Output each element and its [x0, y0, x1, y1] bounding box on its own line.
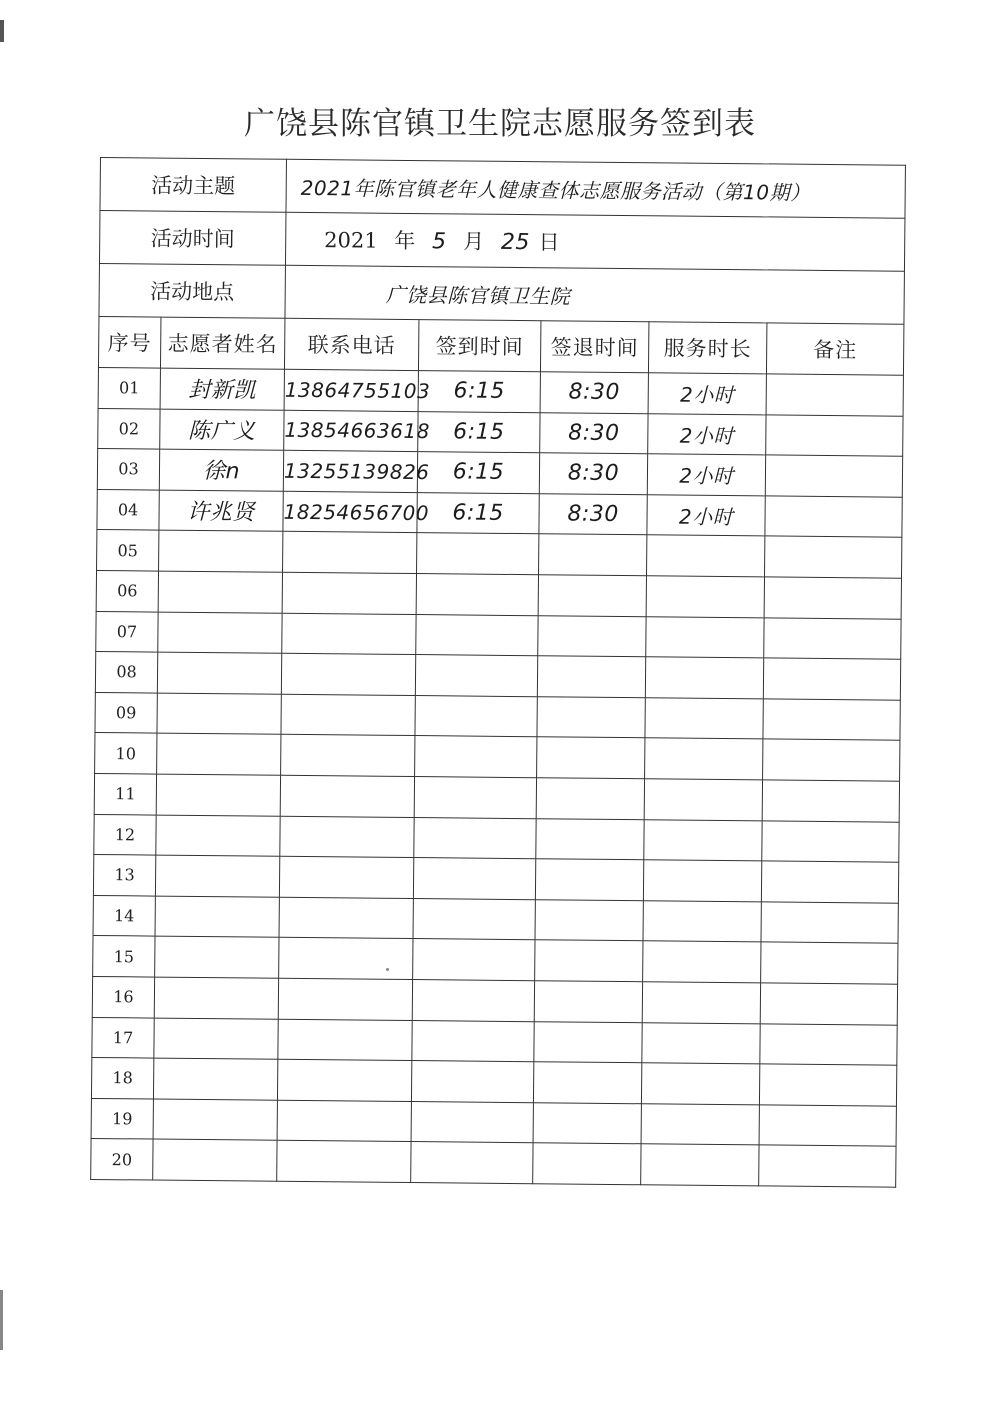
- row-number-text: 03: [118, 459, 139, 479]
- cell-service-duration: [641, 1063, 759, 1105]
- cell-checkout-time: [540, 372, 648, 414]
- cell-row-number: [93, 936, 155, 977]
- cell-checkout-time: [536, 818, 644, 860]
- cell-volunteer-name: [156, 815, 280, 857]
- cell-checkout-time: [540, 412, 648, 454]
- phone-number-text: 13255139826: [283, 458, 430, 485]
- cell-checkout-time: [535, 940, 643, 982]
- cell-checkin-time: [416, 614, 538, 656]
- cell-row-number: [95, 733, 157, 774]
- service-duration-text: 2小时: [678, 504, 734, 530]
- cell-volunteer-name: [157, 693, 281, 735]
- cell-phone-number: [281, 735, 415, 777]
- cell-service-duration: [642, 982, 760, 1024]
- cell-row-number: [91, 1098, 153, 1139]
- cell-service-duration: [647, 495, 765, 537]
- row-number-text: 09: [115, 703, 137, 723]
- row-number-text: 11: [115, 784, 136, 804]
- phone-number-text: 13854663618: [284, 418, 430, 444]
- cell-checkout-time: [537, 656, 645, 698]
- cell-checkin-time: [413, 939, 535, 981]
- cell-phone-number: [277, 1141, 411, 1183]
- cell-note: [763, 739, 900, 781]
- cell-service-duration: [644, 819, 762, 861]
- checkin-time-text: 6:15: [453, 419, 505, 445]
- row-number-text: 18: [112, 1068, 133, 1088]
- cell-phone-number: [279, 938, 413, 980]
- col-header-checkout: 签退时间: [540, 321, 648, 373]
- cell-phone-number: [281, 694, 415, 736]
- cell-note: [766, 374, 903, 416]
- info-row-time: [99, 211, 904, 272]
- cell-service-duration: [643, 900, 761, 942]
- cell-phone-number: [277, 1100, 411, 1142]
- row-number-text: 15: [113, 946, 135, 966]
- cell-note: [764, 617, 901, 659]
- cell-row-number: [95, 652, 157, 693]
- page-title: 广饶县陈官镇卫生院志愿服务签到表: [244, 106, 756, 142]
- cell-note: [763, 658, 900, 700]
- cell-row-number: [98, 367, 160, 408]
- service-duration-text: 2小时: [679, 464, 734, 489]
- cell-row-number: [93, 895, 155, 936]
- cell-note: [762, 780, 899, 822]
- cell-row-number: [97, 530, 159, 571]
- row-number-text: 02: [118, 419, 140, 439]
- cell-service-duration: [645, 698, 763, 740]
- cell-row-number: [98, 408, 160, 449]
- checkout-time-text: 8:30: [567, 501, 619, 528]
- cell-phone-number: [278, 1019, 412, 1061]
- cell-volunteer-name: [160, 409, 284, 451]
- cell-phone-number: [284, 369, 431, 411]
- place-value: [285, 265, 904, 324]
- col-header-phone: 联系电话: [284, 318, 418, 370]
- month-unit: 月: [463, 229, 485, 254]
- cell-volunteer-name: [156, 774, 280, 816]
- cell-note: [760, 983, 897, 1025]
- cell-phone-number: [279, 897, 413, 939]
- row-number-text: 12: [114, 825, 136, 845]
- cell-service-duration: [643, 860, 761, 902]
- row-number-text: 13: [114, 865, 135, 885]
- row-number-text: 20: [111, 1149, 133, 1169]
- cell-checkout-time: [538, 575, 646, 617]
- row-number-text: 05: [117, 540, 138, 561]
- cell-row-number: [92, 1017, 154, 1058]
- cell-phone-number: [281, 653, 415, 695]
- cell-phone-number: [283, 450, 430, 492]
- cell-phone-number: [284, 410, 430, 452]
- phone-number-text: 13864755103: [284, 377, 431, 403]
- cell-checkout-time: [537, 696, 645, 738]
- theme-value-text: 2021年陈官镇老年人健康查体志愿服务活动（第10期）: [300, 175, 811, 205]
- row-number-text: 19: [111, 1109, 133, 1129]
- place-label: 活动地点: [99, 263, 286, 318]
- info-row-theme: [100, 158, 905, 219]
- cell-volunteer-name: [153, 1099, 277, 1141]
- cell-checkin-time: [411, 1061, 533, 1103]
- cell-note: [763, 699, 900, 741]
- day-unit: 日: [538, 230, 560, 255]
- cell-row-number: [96, 570, 158, 611]
- cell-checkout-time: [537, 737, 645, 779]
- cell-checkout-time: [539, 453, 647, 495]
- cell-checkout-time: [536, 778, 644, 820]
- table-row: [91, 1139, 896, 1187]
- col-header-no: 序号: [98, 316, 160, 368]
- cell-phone-number: [282, 572, 416, 614]
- cell-note: [759, 1064, 896, 1106]
- cell-note: [759, 1145, 896, 1187]
- cell-service-duration: [645, 738, 763, 780]
- cell-checkout-time: [539, 534, 647, 576]
- cell-phone-number: [282, 613, 416, 655]
- row-number-text: 17: [112, 1027, 134, 1048]
- signin-table: [90, 157, 906, 1188]
- cell-note: [764, 577, 901, 619]
- cell-service-duration: [644, 779, 762, 821]
- theme-label: 活动主题: [100, 158, 287, 213]
- cell-phone-number: [283, 532, 417, 574]
- row-number-text: 08: [116, 662, 137, 682]
- cell-phone-number: [283, 491, 430, 533]
- cell-service-duration: [647, 454, 765, 496]
- cell-volunteer-name: [153, 1058, 277, 1100]
- cell-volunteer-name: [157, 652, 281, 694]
- cell-volunteer-name: [154, 1018, 278, 1060]
- cell-volunteer-name: [154, 977, 278, 1019]
- cell-phone-number: [279, 856, 413, 898]
- cell-volunteer-name: [158, 571, 282, 613]
- cell-phone-number: [278, 978, 412, 1020]
- cell-row-number: [95, 692, 157, 733]
- cell-checkout-time: [534, 981, 642, 1023]
- cell-checkin-time: [414, 776, 536, 818]
- checkout-time-text: 8:30: [567, 460, 620, 487]
- cell-note: [762, 820, 899, 862]
- cell-checkout-time: [539, 494, 647, 536]
- cell-service-duration: [642, 1022, 760, 1064]
- cell-volunteer-name: [159, 490, 283, 532]
- header-row: [98, 316, 903, 375]
- cell-phone-number: [280, 775, 414, 817]
- cell-volunteer-name: [159, 530, 283, 572]
- theme-value: [286, 159, 905, 218]
- col-header-name: 志愿者姓名: [160, 317, 284, 369]
- cell-note: [765, 455, 902, 497]
- cell-checkin-time: [417, 452, 539, 494]
- data-rows: [91, 367, 904, 1187]
- cell-checkin-time: [411, 1142, 533, 1184]
- cell-note: [759, 1105, 896, 1147]
- info-row-place: [99, 263, 904, 324]
- cell-volunteer-name: [160, 368, 284, 410]
- cell-note: [766, 414, 903, 456]
- checkin-time-text: 6:15: [452, 459, 505, 486]
- cell-service-duration: [645, 657, 763, 699]
- row-number-text: 10: [115, 743, 137, 764]
- col-header-duration: 服务时长: [648, 322, 766, 374]
- row-number-text: 07: [116, 622, 138, 642]
- volunteer-name-text: 许兆贤: [187, 499, 255, 526]
- cell-service-duration: [643, 941, 761, 983]
- cell-row-number: [97, 489, 159, 530]
- scan-edge-mark-top: [0, 20, 4, 42]
- cell-volunteer-name: [159, 449, 283, 491]
- cell-volunteer-name: [155, 896, 279, 938]
- service-duration-text: 2小时: [680, 382, 735, 408]
- cell-phone-number: [277, 1059, 411, 1101]
- date-year: 2021: [324, 228, 378, 253]
- cell-checkout-time: [533, 1062, 641, 1104]
- cell-checkout-time: [534, 1021, 642, 1063]
- signin-form: [90, 157, 905, 1188]
- date-day: 25: [500, 229, 531, 256]
- cell-checkin-time: [412, 979, 534, 1021]
- cell-volunteer-name: [153, 1139, 277, 1181]
- checkout-time-text: 8:30: [568, 379, 621, 406]
- cell-note: [761, 942, 898, 984]
- row-number-text: 16: [113, 987, 134, 1007]
- cell-checkout-time: [535, 899, 643, 941]
- cell-checkin-time: [411, 1101, 533, 1143]
- cell-checkin-time: [417, 533, 539, 575]
- volunteer-name-text: 徐n: [202, 459, 241, 485]
- row-number-text: 04: [117, 500, 139, 520]
- cell-checkin-time: [415, 695, 537, 737]
- cell-service-duration: [641, 1144, 759, 1186]
- cell-checkin-time: [418, 411, 540, 453]
- cell-note: [760, 1023, 897, 1065]
- cell-service-duration: [641, 1103, 759, 1145]
- cell-checkin-time: [413, 858, 535, 900]
- year-unit: 年: [394, 228, 416, 254]
- cell-checkin-time: [415, 655, 537, 697]
- col-header-note: 备注: [766, 323, 903, 375]
- volunteer-name-text: 陈广义: [187, 418, 256, 445]
- cell-row-number: [96, 611, 158, 652]
- cell-row-number: [92, 976, 154, 1017]
- cell-checkout-time: [538, 615, 646, 657]
- cell-checkin-time: [416, 574, 538, 616]
- cell-note: [761, 861, 898, 903]
- cell-service-duration: [647, 535, 765, 577]
- cell-checkin-time: [413, 898, 535, 940]
- row-number-text: 06: [117, 581, 138, 601]
- cell-checkin-time: [417, 492, 539, 534]
- cell-checkout-time: [533, 1102, 641, 1144]
- checkout-time-text: 8:30: [568, 420, 620, 446]
- col-header-checkin: 签到时间: [418, 320, 540, 372]
- cell-row-number: [91, 1058, 153, 1099]
- scan-edge-mark-bottom: [0, 1290, 3, 1350]
- cell-checkin-time: [418, 371, 540, 413]
- row-number-text: 14: [113, 906, 135, 926]
- date-month: 5: [431, 229, 447, 255]
- phone-number-text: 18254656700: [283, 499, 430, 525]
- cell-checkin-time: [415, 736, 537, 778]
- volunteer-name-text: 封新凯: [188, 378, 257, 404]
- row-number-text: 01: [119, 378, 140, 398]
- time-value: [285, 212, 904, 271]
- cell-checkout-time: [535, 859, 643, 901]
- cell-row-number: [94, 773, 156, 814]
- cell-service-duration: [646, 616, 764, 658]
- place-value-text: 广饶县陈官镇卫生院: [385, 282, 571, 309]
- cell-service-duration: [648, 413, 766, 455]
- cell-service-duration: [646, 576, 764, 618]
- cell-row-number: [97, 449, 159, 490]
- cell-volunteer-name: [155, 936, 279, 978]
- cell-row-number: [91, 1139, 153, 1180]
- cell-row-number: [93, 855, 155, 896]
- cell-volunteer-name: [157, 733, 281, 775]
- cell-volunteer-name: [158, 612, 282, 654]
- checkin-time-text: 6:15: [453, 378, 506, 405]
- cell-checkin-time: [414, 817, 536, 859]
- cell-note: [765, 536, 902, 578]
- cell-volunteer-name: [155, 855, 279, 897]
- cell-phone-number: [280, 816, 414, 858]
- service-duration-text: 2小时: [679, 423, 735, 448]
- cell-checkout-time: [533, 1143, 641, 1185]
- cell-checkin-time: [412, 1020, 534, 1062]
- cell-note: [765, 496, 902, 538]
- time-label: 活动时间: [99, 211, 286, 266]
- cell-note: [761, 902, 898, 944]
- cell-row-number: [94, 814, 156, 855]
- cell-service-duration: [648, 373, 766, 415]
- checkin-time-text: 6:15: [452, 500, 504, 526]
